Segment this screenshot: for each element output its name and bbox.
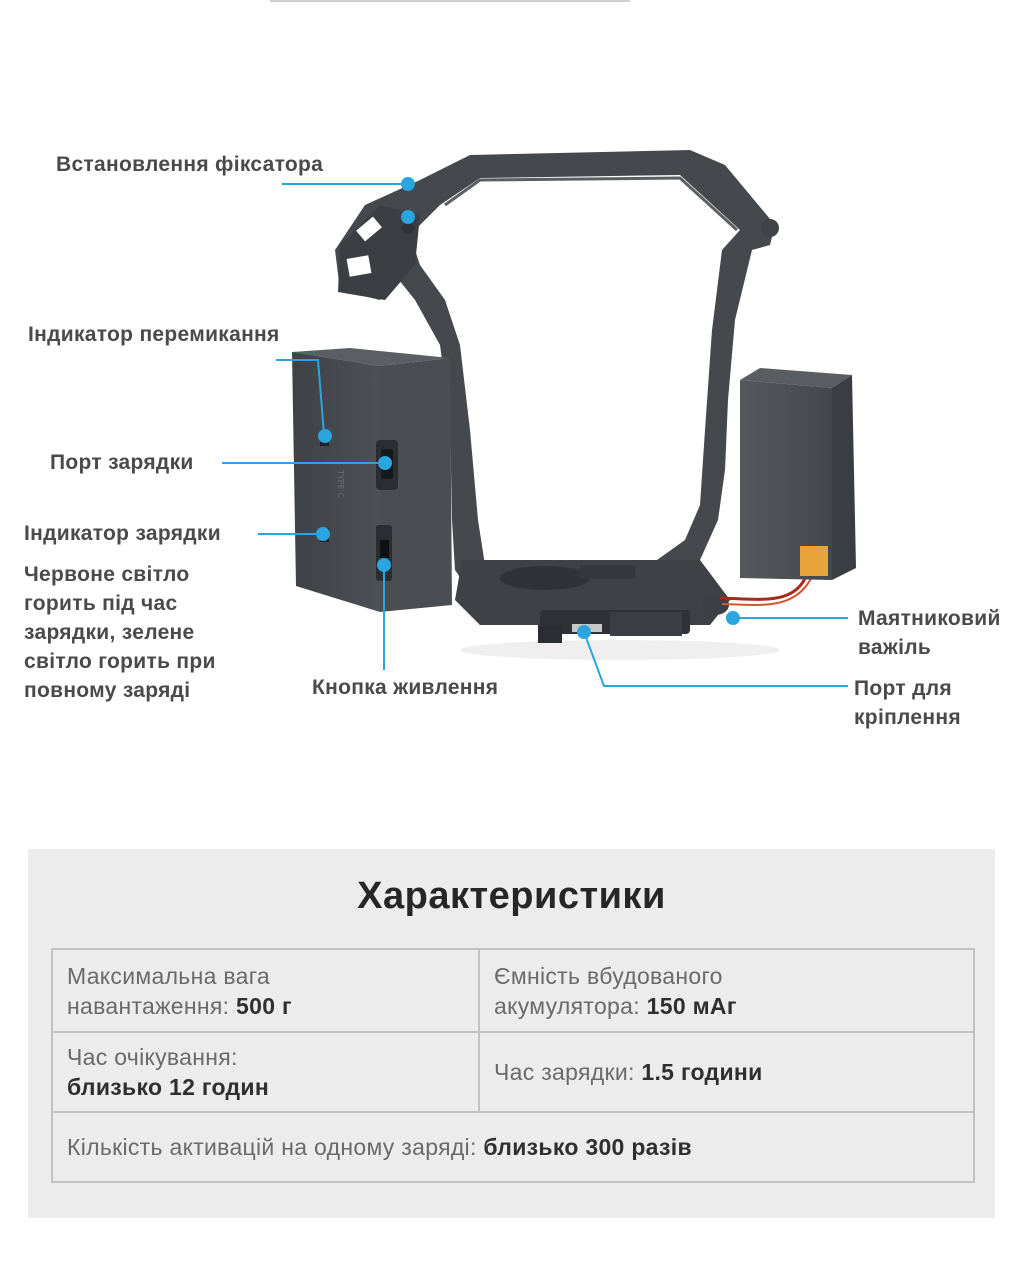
callout-mount-port	[854, 674, 961, 732]
spec-label: Максимальна вага	[67, 962, 270, 989]
note-line: Червоне світло	[24, 563, 190, 586]
spec-label: Час зарядки:	[494, 1059, 635, 1085]
spec-value: 150 мАг	[646, 992, 737, 1019]
spec-value: близько 12 годин	[67, 1074, 270, 1100]
spec-label: навантаження:	[67, 992, 230, 1019]
note-line: світло горить при	[24, 650, 216, 673]
callout-charging-port: Порт зарядки	[50, 451, 194, 474]
leader-dot-icon	[577, 625, 591, 639]
leader-dot-icon	[316, 527, 330, 541]
spec-charge-time	[480, 1033, 975, 1111]
callout-line: кріплення	[854, 706, 961, 729]
spec-standby	[53, 1033, 478, 1111]
callout-line: Порт для	[854, 677, 952, 700]
spec-activations	[53, 1113, 973, 1181]
leader-dot-icon	[318, 429, 332, 443]
spec-label: акумулятора:	[494, 992, 640, 1019]
callout-line: важіль	[858, 636, 932, 659]
callout-charging-indicator: Індикатор зарядки	[24, 522, 221, 545]
svg-text:TYPE-C: TYPE-C	[336, 470, 345, 499]
specs-title: Характеристики	[357, 875, 666, 917]
charging-indicator-note	[24, 560, 216, 705]
spec-label: Ємність вбудованого	[494, 962, 723, 989]
spec-label: Кількість активацій на одному заряді:	[67, 1134, 477, 1160]
leader-dot-icon	[401, 210, 415, 224]
leader-dot-icon	[401, 177, 415, 191]
leader-dot-icon	[377, 558, 391, 572]
specifications-panel	[28, 849, 995, 1218]
spec-value: 1.5 години	[641, 1059, 763, 1085]
callout-power-button: Кнопка живлення	[312, 676, 499, 699]
leader-dot-icon	[378, 456, 392, 470]
note-line: повному заряді	[24, 679, 191, 702]
note-line: горить під час	[24, 592, 178, 615]
note-line: зарядки, зелене	[24, 621, 195, 644]
spec-value: близько 300 разів	[483, 1134, 692, 1160]
callout-switch-indicator: Індикатор перемикання	[28, 323, 280, 346]
callout-pendulum-arm	[858, 604, 1001, 662]
specs-table	[51, 948, 975, 1183]
battery-box-side	[292, 352, 380, 612]
callout-lock-install: Встановлення фіксатора	[56, 153, 324, 176]
spec-label: Час очікування:	[67, 1044, 238, 1070]
callout-line: Маятниковий	[858, 607, 1001, 630]
spec-value: 500 г	[236, 992, 292, 1019]
spec-battery	[480, 950, 975, 1031]
spec-payload	[53, 950, 478, 1031]
leader-dot-icon	[726, 611, 740, 625]
